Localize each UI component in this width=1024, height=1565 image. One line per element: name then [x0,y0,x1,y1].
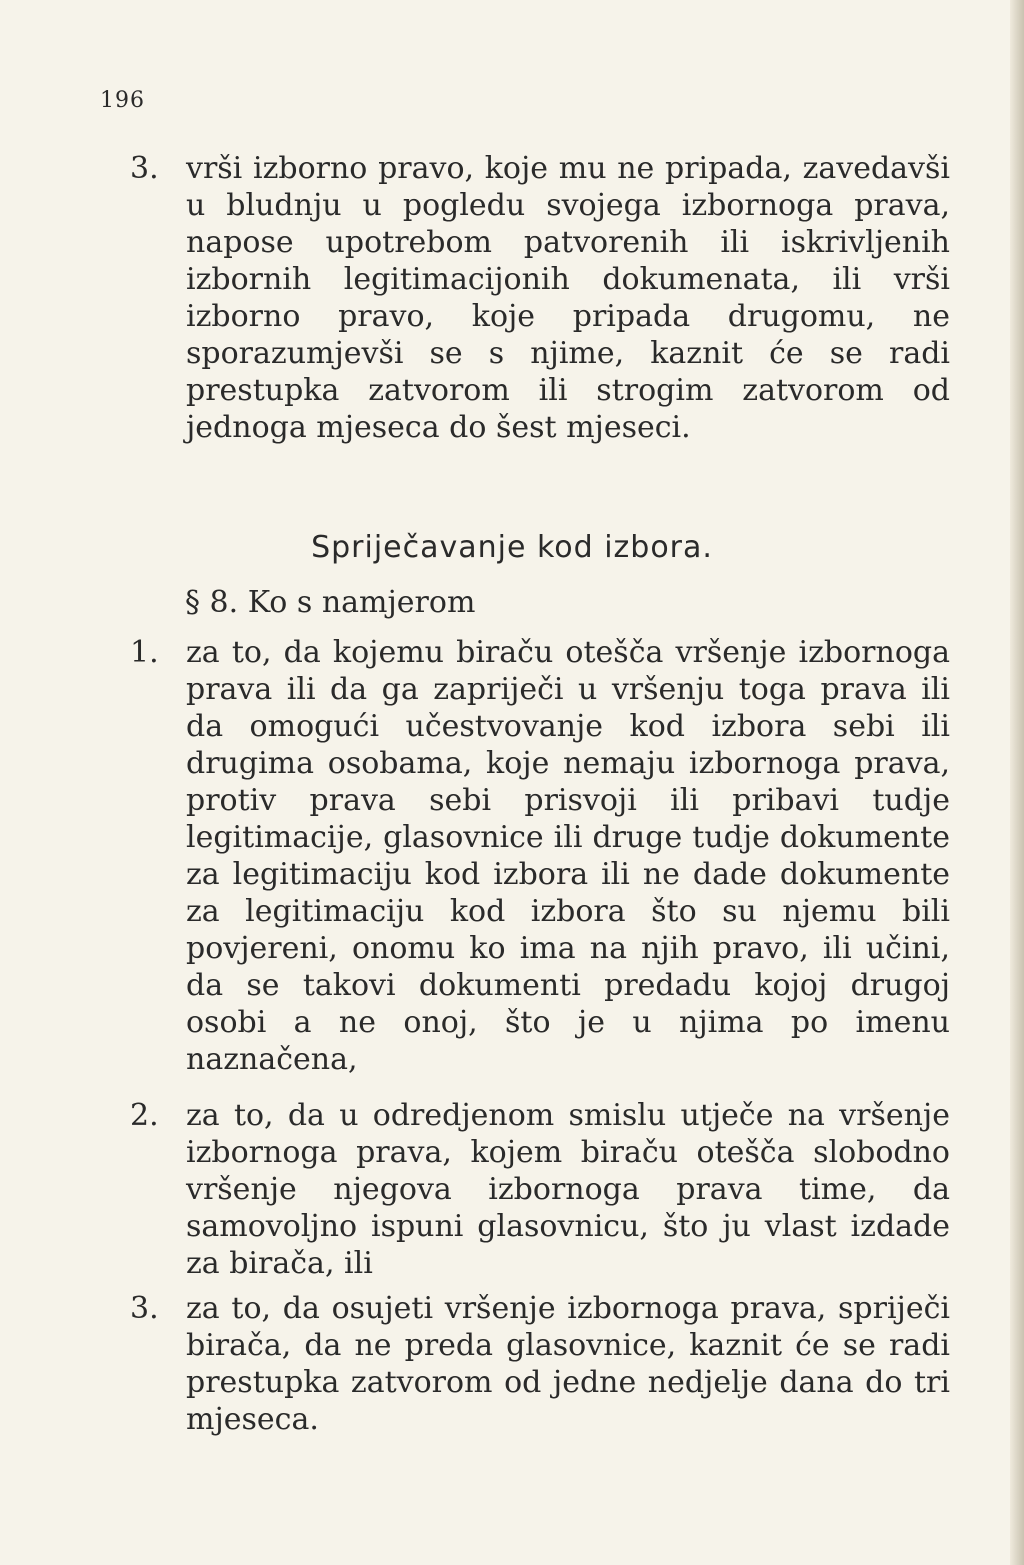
item-text: za to, da u odredjenom smislu utječe na vršenje izbornoga prava, kojem biraču otešča slobodno vršenje njegova izbornoga prava time, da samovoljno ispuni glasovnicu, što ju vlast izdade za birača, ili [186,1098,950,1281]
section-heading: Spriječavanje kod izbora. [311,530,713,565]
item-number: 3. [130,151,159,186]
page-edge [1010,0,1024,1565]
list-item [130,1097,950,1282]
item-text: vrši izborno pravo, koje mu ne pripada, zavedavši u bludnju u pogledu svojega izbornoga prava, napose upotrebom patvorenih ili iskrivljenih izbornih legitimacijonih dokumenata, ili vrši izborno pravo, koje pripada drugomu, ne sporazumjevši se s njime, kaznit će se radi prestupka zatvorom ili strogim zatvorom od jednoga mjeseca do šest mjeseci. [186,151,950,445]
item-number: 1. [130,635,159,670]
paragraph-intro: § 8. Ko s namjerom [185,585,476,620]
page-number: 196 [100,88,145,113]
list-item [130,634,950,1078]
list-item [130,150,950,446]
item-text: za to, da kojemu biraču otešča vršenje izbornoga prava ili da ga zapriječi u vršenju toga prava ili da omogući učestvovanje kod izbora sebi ili drugima osobama, koje nemaju izbornoga prava, protiv prava sebi prisvoji ili pribavi tudje legitimacije, glasovnice ili druge tudje dokumente za legitimaciju kod izbora ili ne dade dokumente za legitimaciju kod izbora što su njemu bili povjereni, onomu ko ima na njih pravo, ili učini, da se takovi dokumenti predadu kojoj drugoj osobi a ne onoj, što je u njima po imenu naznačena, [186,635,950,1077]
item-text: za to, da osujeti vršenje izbornoga prava, spriječi birača, da ne preda glasovnice, kaznit će se radi prestupka zatvorom od jedne nedjelje dana do tri mjeseca. [186,1291,950,1437]
list-item [130,1290,950,1438]
item-number: 2. [130,1098,159,1133]
item-number: 3. [130,1291,159,1326]
